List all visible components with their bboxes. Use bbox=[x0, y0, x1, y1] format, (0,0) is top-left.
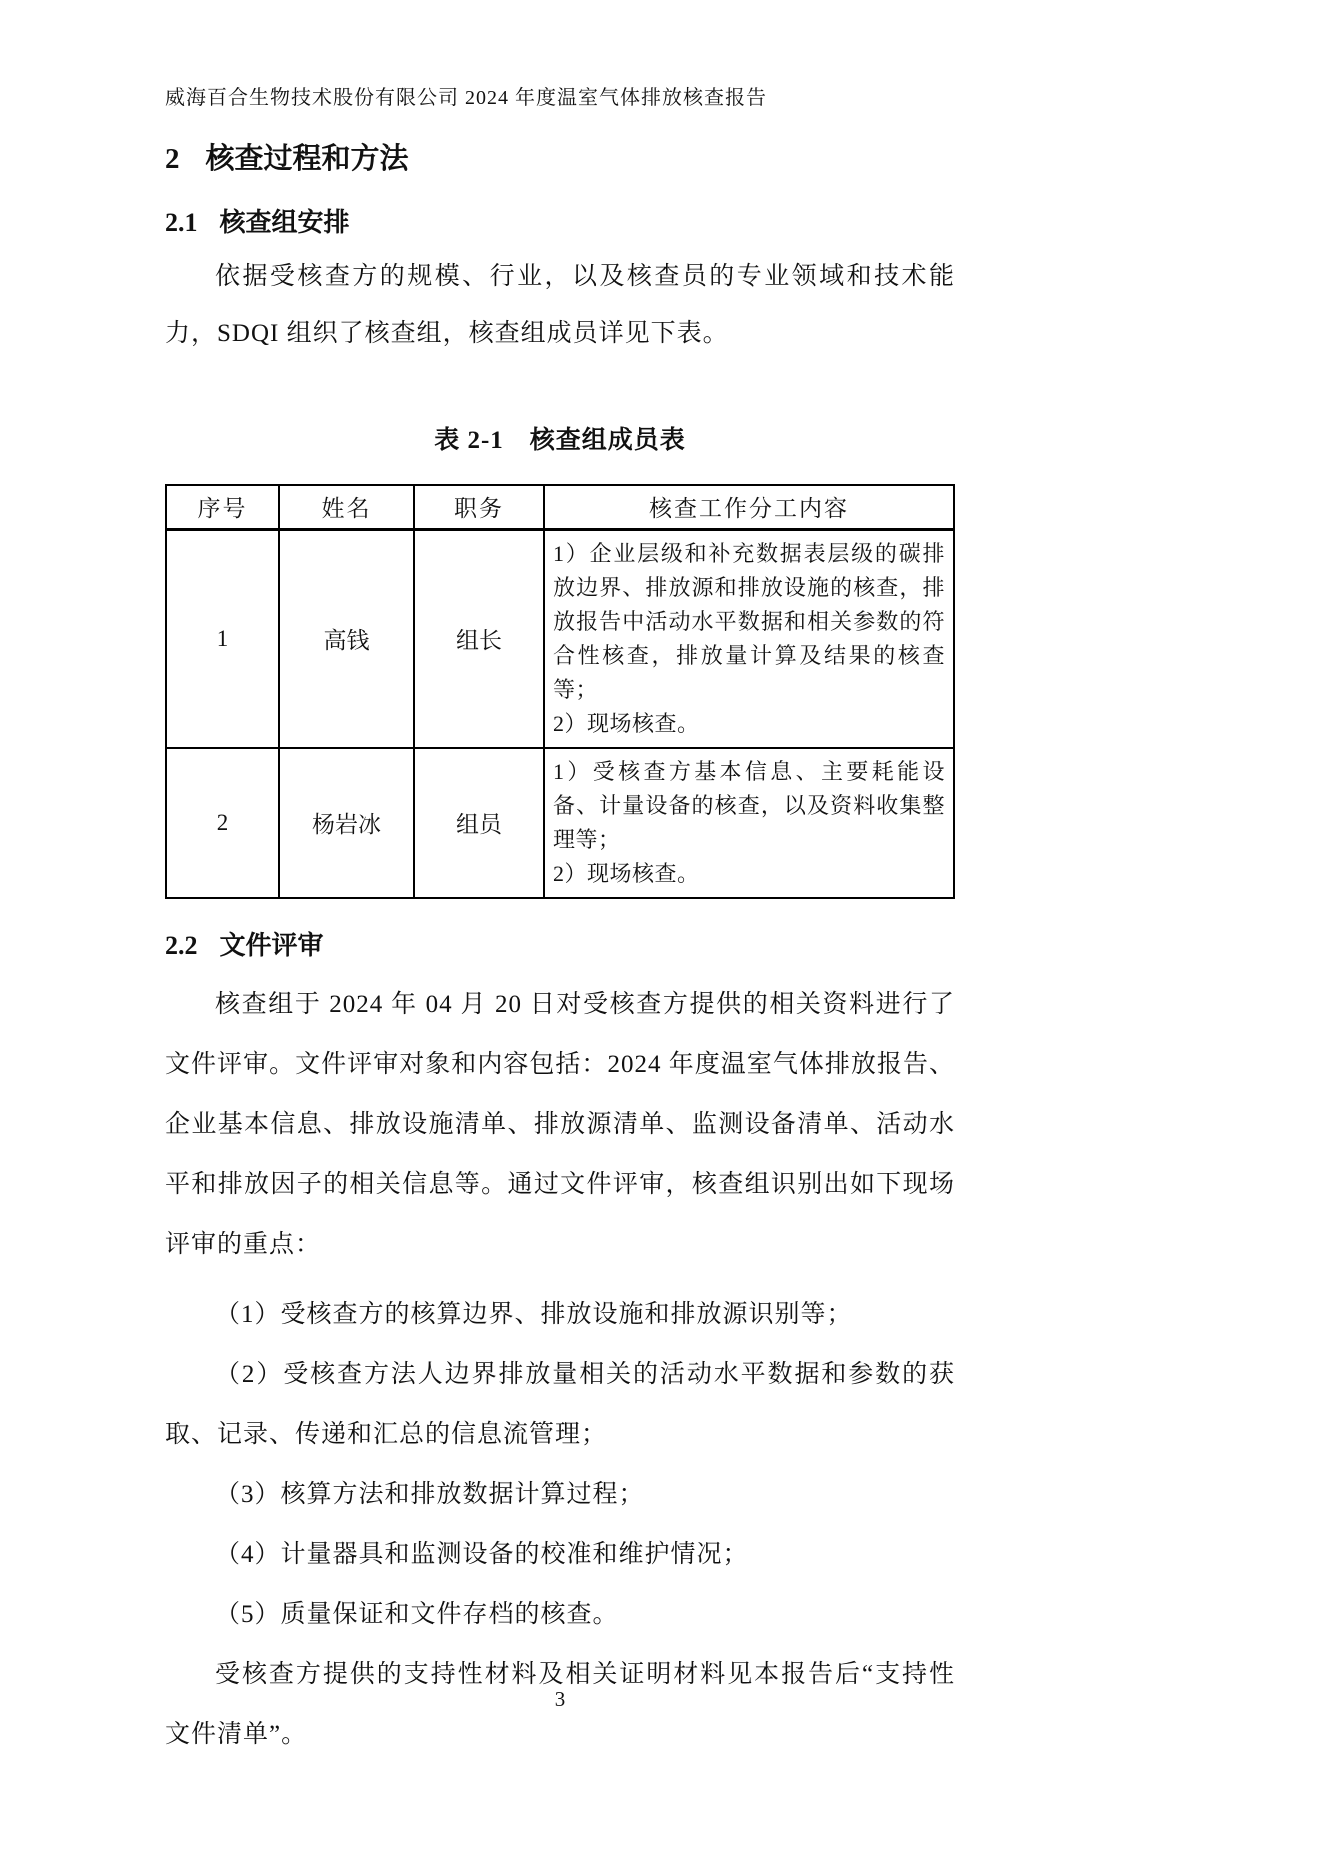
section-2-heading bbox=[165, 141, 955, 178]
closing-paragraph: 受核查方提供的支持性材料及相关证明材料见本报告后“支持性文件清单”。 bbox=[165, 1660, 955, 1748]
section-2-2-title: 文件评审 bbox=[219, 930, 324, 960]
section-2-1-paragraph: 依据受核查方的规模、行业，以及核查员的专业领域和技术能力，SDQI 组织了核查组，核查组成员详见下表。 bbox=[165, 263, 955, 347]
section-2-2-number: 2.2 bbox=[165, 930, 198, 960]
column-header-duties: 核查工作分工内容 bbox=[544, 485, 954, 529]
cell-role: 组长 bbox=[414, 529, 544, 748]
duty-line: 1）企业层级和补充数据表层级的碳排放边界、排放源和排放设施的核查，排放报告中活动水平数据和相关参数的符合性核查，排放量计算及结果的核查等； bbox=[553, 540, 945, 702]
review-focus-item: （1）受核查方的核算边界、排放设施和排放源识别等； bbox=[215, 1300, 853, 1328]
duty-line: 2）现场核查。 bbox=[553, 860, 700, 886]
cell-duties bbox=[544, 529, 954, 748]
document-page bbox=[165, 85, 955, 1765]
cell-no: 2 bbox=[166, 748, 279, 898]
section-2-title: 核查过程和方法 bbox=[205, 143, 409, 175]
review-focus-item: （2）受核查方法人边界排放量相关的活动水平数据和参数的获取、记录、传递和汇总的信息流管理； bbox=[165, 1360, 955, 1448]
table-header-row bbox=[166, 485, 954, 529]
cell-name: 高钱 bbox=[279, 529, 414, 748]
table-caption: 表 2-1 核查组成员表 bbox=[434, 427, 686, 454]
section-2-2-paragraph: 核查组于 2024 年 04 月 20 日对受核查方提供的相关资料进行了文件评审。文件评审对象和内容包括：2024 年度温室气体排放报告、企业基本信息、排放设施清单、排放源清单、监测设备清单、活动水平和排放因子的相关信息等。通过文件评审，核查组识别出如下现场评审的重点： bbox=[165, 990, 955, 1258]
column-header-role: 职务 bbox=[414, 485, 544, 529]
section-2-2-heading bbox=[165, 929, 955, 963]
section-2-number: 2 bbox=[165, 143, 180, 175]
duty-line: 2）现场核查。 bbox=[553, 710, 700, 736]
column-header-no: 序号 bbox=[166, 485, 279, 529]
running-header: 威海百合生物技术股份有限公司 2024 年度温室气体排放核查报告 bbox=[165, 87, 767, 109]
section-2-1-heading bbox=[165, 206, 955, 240]
cell-duties bbox=[544, 748, 954, 898]
cell-role: 组员 bbox=[414, 748, 544, 898]
cell-no: 1 bbox=[166, 529, 279, 748]
cell-name: 杨岩冰 bbox=[279, 748, 414, 898]
section-2-1-number: 2.1 bbox=[165, 208, 198, 237]
review-focus-item: （5）质量保证和文件存档的核查。 bbox=[215, 1600, 619, 1628]
column-header-name: 姓名 bbox=[279, 485, 414, 529]
verification-team-table bbox=[165, 484, 955, 899]
section-2-1-title: 核查组安排 bbox=[219, 208, 350, 237]
page-number: 3 bbox=[554, 1687, 566, 1711]
review-focus-item: （4）计量器具和监测设备的校准和维护情况； bbox=[215, 1540, 749, 1568]
review-focus-item: （3）核算方法和排放数据计算过程； bbox=[215, 1480, 645, 1508]
table-row bbox=[166, 748, 954, 898]
duty-line: 1）受核查方基本信息、主要耗能设备、计量设备的核查，以及资料收集整理等； bbox=[553, 758, 945, 852]
table-row bbox=[166, 529, 954, 748]
